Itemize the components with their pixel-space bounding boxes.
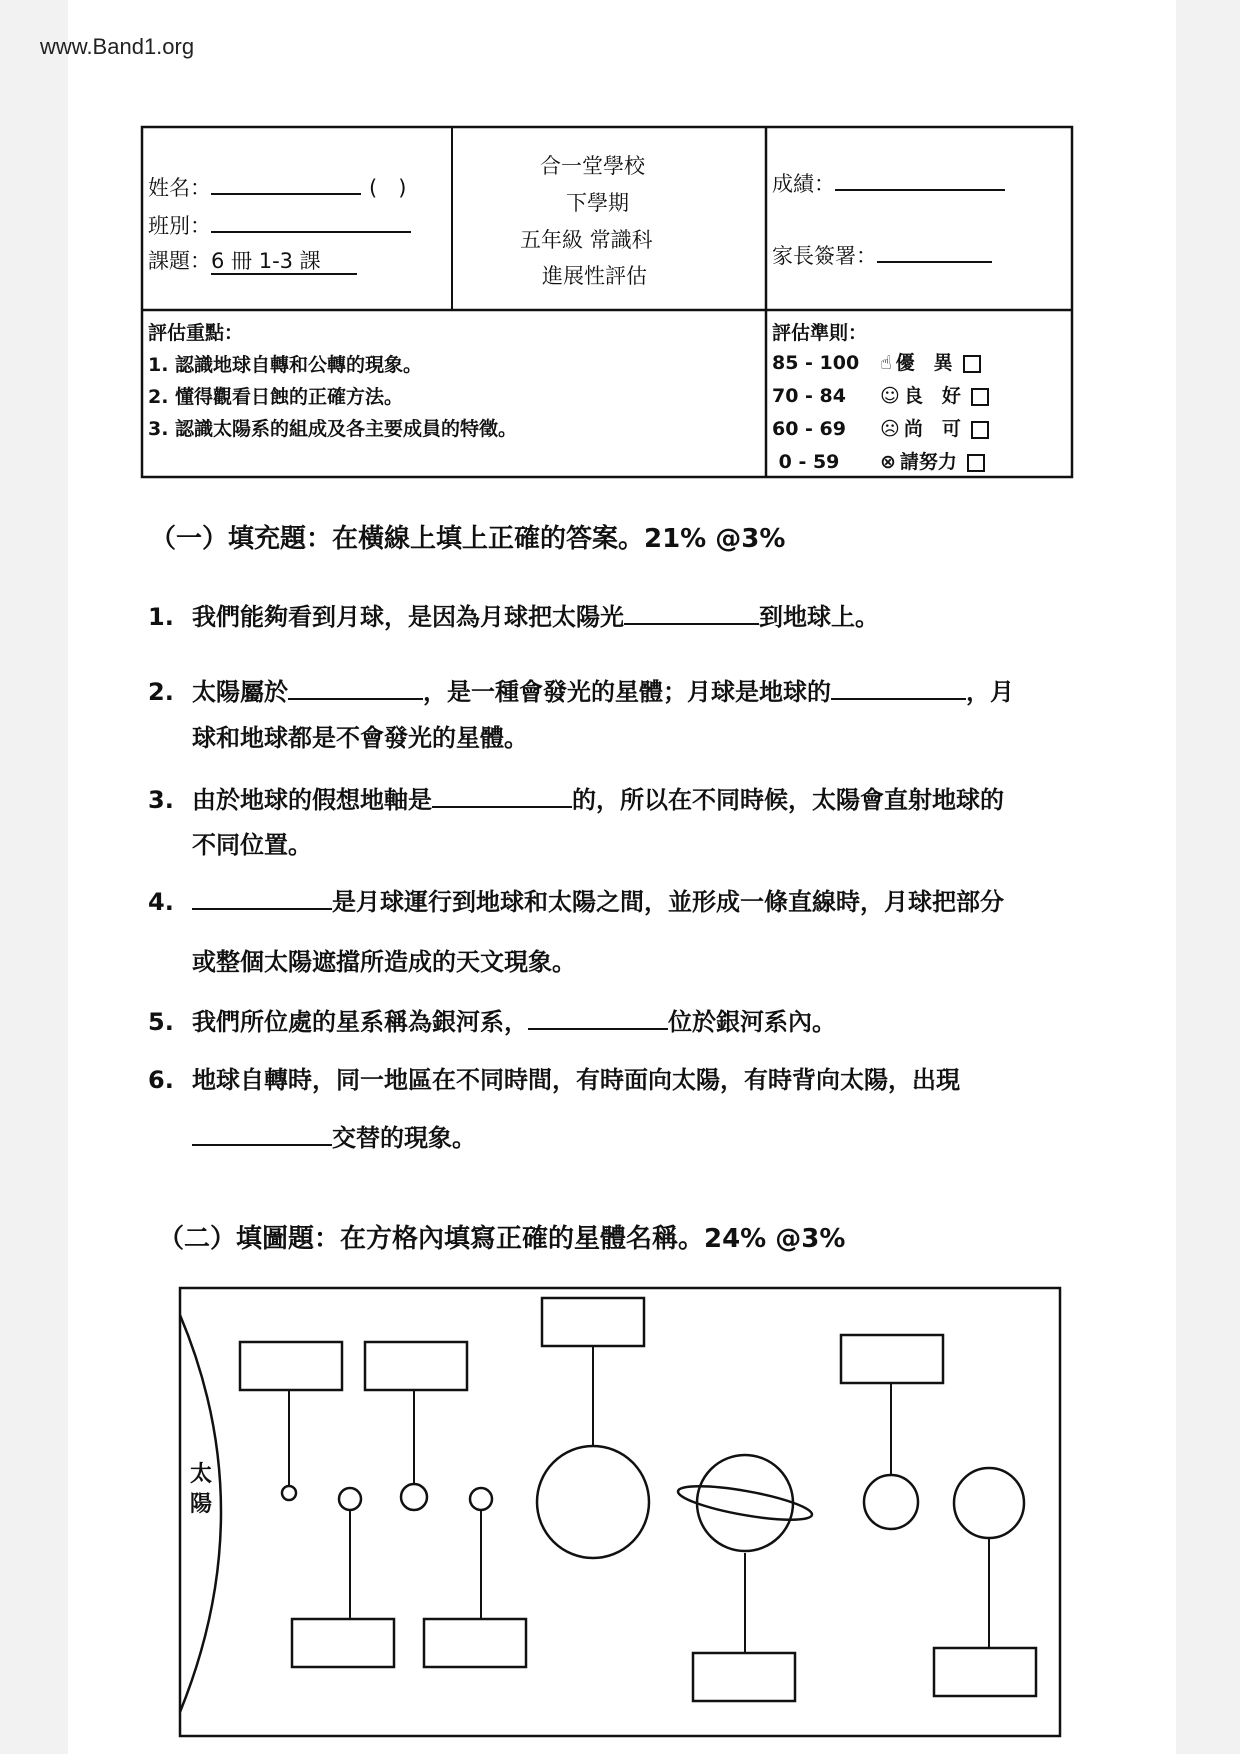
answer-box[interactable] <box>542 1298 644 1346</box>
criteria-title: 評估準則： <box>772 322 868 344</box>
criteria-label: 請努力 <box>899 451 957 473</box>
criteria-range: 60 - 69 <box>772 418 846 440</box>
question-text: 位於銀河系內。 <box>668 1008 836 1036</box>
planet-mars <box>470 1488 492 1510</box>
question-2-cont: 球和地球都是不會發光的星體。 <box>192 724 528 752</box>
answer-box[interactable] <box>240 1342 342 1390</box>
question-text: 我們所位處的星系稱為銀河系， <box>192 1008 528 1036</box>
question-number: 1. <box>148 603 174 631</box>
section1-title: （一）填充題：在橫線上填上正確的答案。21% @3% <box>150 524 786 554</box>
criteria-label: 良 好 <box>903 385 961 407</box>
name-paren: ( ) <box>369 176 407 200</box>
question-number: 4. <box>148 888 174 916</box>
planet-neptune <box>954 1468 1024 1538</box>
frown-icon: ☹ <box>880 418 900 440</box>
question-text: ，月 <box>966 678 1014 706</box>
answer-box[interactable] <box>841 1335 943 1383</box>
smile-icon: ☺ <box>880 385 900 407</box>
assessment-title: 進展性評估 <box>542 264 647 288</box>
answer-box[interactable] <box>365 1342 467 1390</box>
planet-earth <box>401 1484 427 1510</box>
question-text: 到地球上。 <box>759 603 879 631</box>
criteria-label: 尚 可 <box>903 418 961 440</box>
name-label: 姓名： <box>148 176 211 200</box>
sun-label: 太陽 <box>190 1462 213 1517</box>
question-text: ，是一種會發光的星體；月球是地球的 <box>423 678 831 706</box>
planet-mercury <box>282 1486 296 1500</box>
question-text: 是月球運行到地球和太陽之間，並形成一條直線時，月球把部分 <box>332 888 1004 916</box>
criteria-label: 優 異 <box>895 352 953 374</box>
criteria-range: 85 - 100 <box>772 352 860 374</box>
answer-box[interactable] <box>292 1619 394 1667</box>
planet-jupiter <box>537 1446 649 1558</box>
class-label: 班別： <box>148 214 211 238</box>
section2-title: （二）填圖題：在方格內填寫正確的星體名稱。24% @3% <box>158 1224 846 1254</box>
question-number: 6. <box>148 1066 174 1094</box>
answer-box[interactable] <box>424 1619 526 1667</box>
question-4-cont: 或整個太陽遮擋所造成的天文現象。 <box>192 948 576 976</box>
planet-venus <box>339 1488 361 1510</box>
topic-label: 課題： <box>148 249 211 273</box>
question-number: 3. <box>148 786 174 814</box>
focus-title: 評估重點： <box>148 322 244 344</box>
question-text: 我們能夠看到月球，是因為月球把太陽光 <box>192 603 624 631</box>
question-number: 5. <box>148 1008 174 1036</box>
subject: 五年級 常識科 <box>520 228 653 252</box>
watermark: www.Band1.org <box>40 34 195 59</box>
excellent-icon: ☝ <box>880 352 892 374</box>
question-text: 太陽屬於 <box>192 678 288 706</box>
question-text: 由於地球的假想地軸是 <box>192 786 432 814</box>
criteria-range: 70 - 84 <box>772 385 846 407</box>
school-name: 合一堂學校 <box>540 154 645 178</box>
planet-uranus <box>864 1475 918 1529</box>
parent-sign-label: 家長簽署： <box>772 244 877 268</box>
term: 下學期 <box>566 191 629 215</box>
question-3-cont: 不同位置。 <box>192 831 312 859</box>
question-text: 地球自轉時，同一地區在不同時間，有時面向太陽，有時背向太陽，出現 <box>192 1066 960 1094</box>
focus-item: 2. 懂得觀看日蝕的正確方法。 <box>148 386 404 408</box>
question-text: 的，所以在不同時候，太陽會直射地球的 <box>572 786 1004 814</box>
score-label: 成績： <box>772 172 835 196</box>
focus-item: 3. 認識太陽系的組成及各主要成員的特徵。 <box>148 418 518 440</box>
criteria-range: 0 - 59 <box>772 451 840 473</box>
focus-item: 1. 認識地球自轉和公轉的現象。 <box>148 354 423 376</box>
answer-box[interactable] <box>934 1648 1036 1696</box>
answer-box[interactable] <box>693 1653 795 1701</box>
topic-value: 6 冊 1-3 課 <box>211 249 357 275</box>
question-text: 交替的現象。 <box>332 1124 476 1152</box>
question-number: 2. <box>148 678 174 706</box>
cross-face-icon: ⊗ <box>880 451 896 473</box>
planet-saturn <box>697 1455 793 1551</box>
